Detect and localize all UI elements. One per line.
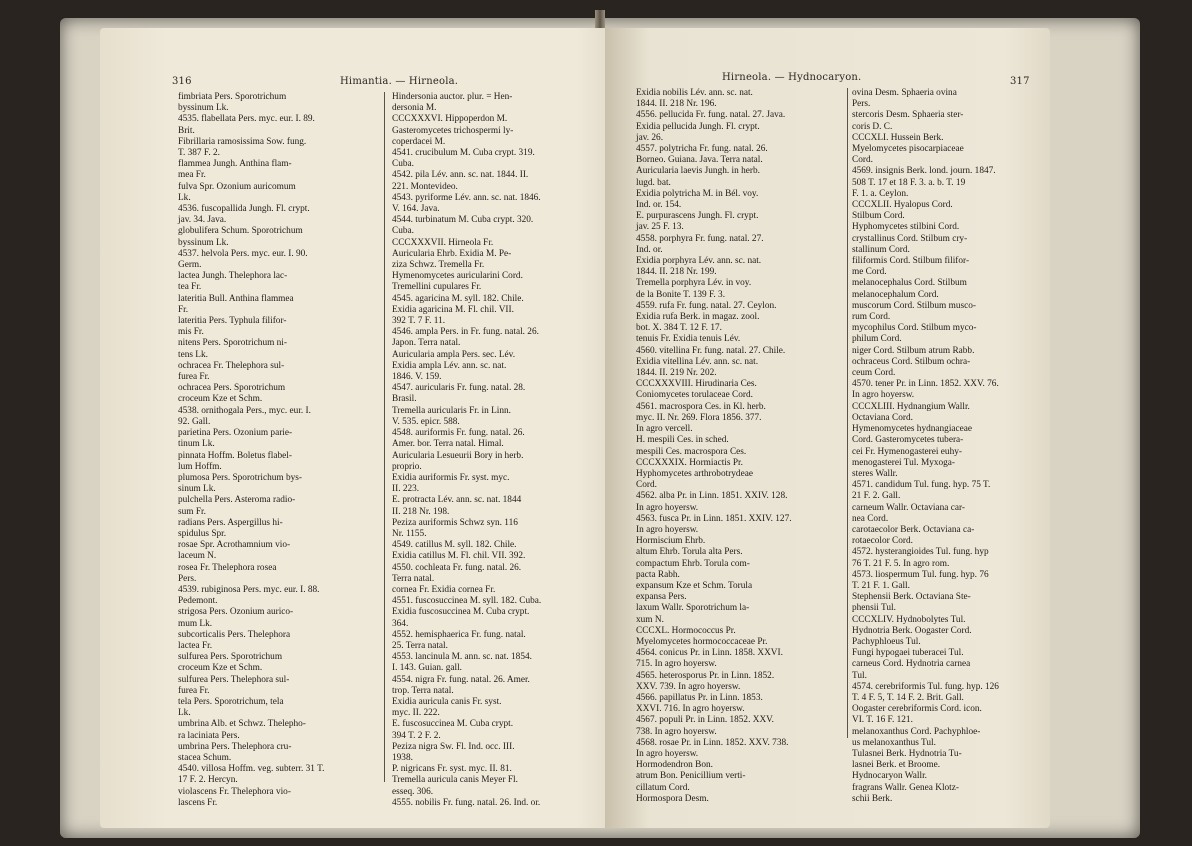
entry-line: parietina Pers. Ozonium parie- bbox=[178, 428, 293, 439]
entry-line: fragrans Wallr. Genea Klotz- bbox=[852, 782, 959, 793]
right-column-2 bbox=[852, 88, 1037, 804]
entry-line: lactea Fr. bbox=[178, 640, 213, 651]
entry-line: jav. 25 F. 13. bbox=[636, 222, 684, 233]
entry-line: Auricularia Ehrb. Exidia M. Pe- bbox=[392, 248, 512, 259]
entry-line: VI. T. 16 F. 121. bbox=[852, 715, 913, 726]
entry-line: us melanoxanthus Tul. bbox=[852, 737, 936, 748]
entry-line: 4569. insignis Berk. lond. journ. 1847. bbox=[852, 166, 996, 177]
entry-line: 4538. ornithogala Pers., myc. eur. I. bbox=[178, 405, 311, 416]
entry-line: Exidia fuscosuccinea M. Cuba crypt. bbox=[392, 607, 530, 618]
entry-line: 4570. tener Pr. in Linn. 1852. XXV. 76. bbox=[852, 379, 999, 390]
entry-line: Exidia auricula canis Fr. syst. bbox=[392, 696, 502, 707]
entry-line: 4560. vitellina Fr. fung. natal. 27. Chile. bbox=[636, 345, 786, 356]
entry-line: muscorum Cord. Stilbum musco- bbox=[852, 300, 976, 311]
entry-line: XXV. 739. In agro hoyersw. bbox=[636, 681, 741, 692]
entry-line: 4549. catillus M. syll. 182. Chile. bbox=[392, 540, 517, 551]
entry-line: E. protracta Lév. ann. sc. nat. 1844 bbox=[392, 495, 522, 506]
left-column-1 bbox=[178, 92, 378, 808]
entry-line: 4567. populi Pr. in Linn. 1852. XXV. bbox=[636, 715, 774, 726]
entry-line: 738. In agro hoyersw. bbox=[636, 726, 717, 737]
entry-line: Tremella auricularis Fr. in Linn. bbox=[392, 405, 511, 416]
entry-line: Coniomycetes torulaceae Cord. bbox=[636, 390, 753, 401]
entry-line: 715. In agro hoyersw. bbox=[636, 659, 717, 670]
entry-line: II. 223. bbox=[392, 484, 420, 495]
entry-line: Tremella auricula canis Meyer Fl. bbox=[392, 775, 518, 786]
entry-line: Borneo. Guiana. Java. Terra natal. bbox=[636, 155, 763, 166]
entry-line: Stephensii Berk. Octaviana Ste- bbox=[852, 592, 971, 603]
entry-line: Tremellini cupulares Fr. bbox=[392, 282, 482, 293]
entry-line: CCCXLI. Hussein Berk. bbox=[852, 132, 944, 143]
entry-line: plumosa Pers. Sporotrichum bys- bbox=[178, 472, 302, 483]
entry-line: 1844. II. 218 Nr. 199. bbox=[636, 267, 717, 278]
entry-line: Stilbum Cord. bbox=[852, 211, 905, 222]
entry-line: carneus Cord. Hydnotria carnea bbox=[852, 659, 971, 670]
entry-line: 4552. hemisphaerica Fr. fung. natal. bbox=[392, 629, 526, 640]
entry-line: jav. 26. bbox=[636, 132, 664, 143]
entry-line: de la Bonite T. 139 F. 3. bbox=[636, 289, 726, 300]
entry-line: 25. Terra natal. bbox=[392, 640, 448, 651]
entry-line: schii Berk. bbox=[852, 793, 893, 804]
entry-line: Fungi hypogaei tuberacei Tul. bbox=[852, 648, 964, 659]
entry-line: lugd. bat. bbox=[636, 177, 671, 188]
entry-line: Hormospora Desm. bbox=[636, 793, 709, 804]
entry-line: flammea Jungh. Anthina flam- bbox=[178, 159, 292, 170]
entry-line: mis Fr. bbox=[178, 327, 204, 338]
entry-line: 4545. agaricina M. syll. 182. Chile. bbox=[392, 293, 524, 304]
entry-line: cei Fr. Hymenogasterei euhy- bbox=[852, 446, 962, 457]
entry-line: Exidia pellucida Jungh. Fl. crypt. bbox=[636, 121, 760, 132]
entry-line: tela Pers. Sporotrichum, tela bbox=[178, 696, 284, 707]
entry-line: Cord. Gasteromycetes tubera- bbox=[852, 435, 964, 446]
entry-line: radians Pers. Aspergillus hi- bbox=[178, 517, 283, 528]
entry-line: spidulus Spr. bbox=[178, 528, 227, 539]
entry-line: Exidia nobilis Lév. ann. sc. nat. bbox=[636, 88, 753, 98]
entry-line: CCCXXXVII. Hirneola Fr. bbox=[392, 237, 494, 248]
entry-line: umbrina Alb. et Schwz. Thelepho- bbox=[178, 719, 306, 730]
entry-line: 4539. rubiginosa Pers. myc. eur. I. 88. bbox=[178, 584, 320, 595]
entry-line: Pedemont. bbox=[178, 596, 218, 607]
entry-line: 4566. papillatus Pr. in Linn. 1853. bbox=[636, 692, 763, 703]
entry-line: Exidia auriformis Fr. syst. myc. bbox=[392, 472, 510, 483]
entry-line: Tremella porphyra Lév. in voy. bbox=[636, 278, 752, 289]
entry-line: Hydnocaryon Wallr. bbox=[852, 771, 927, 782]
entry-line: 392 T. 7 F. 11. bbox=[392, 316, 446, 327]
entry-line: me Cord. bbox=[852, 267, 887, 278]
entry-line: Amer. bor. Terra natal. Himal. bbox=[392, 439, 504, 450]
entry-line: Myelomycetes pisocarpiaceae bbox=[852, 144, 964, 155]
entry-line: ochraceus Cord. Stilbum ochra- bbox=[852, 356, 971, 367]
entry-line: Pachyphloeus Tul. bbox=[852, 636, 921, 647]
entry-line: 4564. conicus Pr. in Linn. 1858. XXVI. bbox=[636, 648, 783, 659]
entry-line: expansa Pers. bbox=[636, 592, 687, 603]
entry-line: V. 535. epicr. 588. bbox=[392, 416, 460, 427]
right-running-head: Hirneola. — Hydnocaryon. bbox=[722, 72, 862, 83]
entry-line: 4574. cerebriformis Tul. fung. hyp. 126 bbox=[852, 681, 999, 692]
entry-line: Terra natal. bbox=[392, 573, 435, 584]
entry-line: Ind. or. bbox=[636, 244, 663, 255]
entry-line: 17 F. 2. Hercyn. bbox=[178, 775, 238, 786]
entry-line: Tulasnei Berk. Hydnotria Tu- bbox=[852, 748, 962, 759]
entry-line: stacea Schum. bbox=[178, 752, 232, 763]
entry-line: 4542. pila Lév. ann. sc. nat. 1844. II. bbox=[392, 170, 529, 181]
right-page-number: 317 bbox=[1010, 76, 1030, 87]
entry-line: lateritia Pers. Typhula filifor- bbox=[178, 316, 287, 327]
entry-line: CCCXLIV. Hydnobolytes Tul. bbox=[852, 614, 966, 625]
entry-line: Myelomycetes hormococcaceae Pr. bbox=[636, 636, 768, 647]
entry-line: Hormiscium Ehrb. bbox=[636, 536, 706, 547]
entry-line: sulfurea Pers. Sporotrichum bbox=[178, 652, 283, 663]
entry-line: Pers. bbox=[852, 99, 871, 110]
entry-line: croceum Kze et Schm. bbox=[178, 394, 263, 405]
entry-line: In agro hoyersw. bbox=[636, 502, 699, 513]
entry-line: trop. Terra natal. bbox=[392, 685, 454, 696]
entry-line: Exidia porphyra Lév. ann. sc. nat. bbox=[636, 256, 762, 267]
entry-line: furea Fr. bbox=[178, 372, 210, 383]
entry-line: 4555. nobilis Fr. fung. natal. 26. Ind. or. bbox=[392, 797, 541, 808]
entry-line: xum N. bbox=[636, 614, 664, 625]
entry-line: 4571. candidum Tul. fung. hyp. 75 T. bbox=[852, 480, 991, 491]
entry-line: carotaecolor Berk. Octaviana ca- bbox=[852, 524, 975, 535]
entry-line: Auricularia Lesueurii Bory in herb. bbox=[392, 450, 524, 461]
entry-line: Fibrillaria ramosissima Sow. fung. bbox=[178, 136, 307, 147]
entry-line: 4550. cochleata Fr. fung. natal. 26. bbox=[392, 562, 522, 573]
entry-line: Hindersonia auctor. plur. = Hen- bbox=[392, 92, 513, 102]
entry-line: pacta Rabh. bbox=[636, 569, 680, 580]
entry-line: stercoris Desm. Sphaeria ster- bbox=[852, 110, 964, 121]
entry-line: Hormodendron Bon. bbox=[636, 760, 713, 771]
entry-line: filiformis Cord. Stilbum filifor- bbox=[852, 256, 970, 267]
entry-line: 4547. auricularis Fr. fung. natal. 28. bbox=[392, 383, 526, 394]
entry-line: cornea Fr. Exidia cornea Fr. bbox=[392, 584, 496, 595]
entry-line: philum Cord. bbox=[852, 334, 902, 345]
entry-line: altum Ehrb. Torula alta Pers. bbox=[636, 547, 743, 558]
entry-line: fulva Spr. Ozonium auricomum bbox=[178, 181, 296, 192]
entry-line: cillatum Cord. bbox=[636, 782, 690, 793]
entry-line: E. purpurascens Jungh. Fl. crypt. bbox=[636, 211, 759, 222]
entry-line: sum Fr. bbox=[178, 506, 206, 517]
entry-line: byssinum Lk. bbox=[178, 103, 229, 114]
entry-line: II. 218 Nr. 198. bbox=[392, 506, 450, 517]
entry-line: violascens Fr. Thelephora vio- bbox=[178, 786, 291, 797]
entry-line: 364. bbox=[392, 618, 409, 629]
entry-line: ochracea Fr. Thelephora sul- bbox=[178, 360, 285, 371]
entry-line: strigosa Pers. Ozonium aurico- bbox=[178, 607, 294, 618]
entry-line: Exidia rufa Berk. in magaz. zool. bbox=[636, 312, 760, 323]
entry-line: 4561. macrospora Ces. in Kl. herb. bbox=[636, 401, 766, 412]
entry-line: jav. 34. Java. bbox=[178, 215, 227, 226]
entry-line: myc. II. 222. bbox=[392, 708, 440, 719]
entry-line: 4537. helvola Pers. myc. eur. I. 90. bbox=[178, 248, 308, 259]
entry-line: Hydnotria Berk. Oogaster Cord. bbox=[852, 625, 972, 636]
entry-line: CCCXLIII. Hydnangium Wallr. bbox=[852, 401, 970, 412]
entry-line: 4559. rufa Fr. fung. natal. 27. Ceylon. bbox=[636, 300, 777, 311]
entry-line: 4562. alba Pr. in Linn. 1851. XXIV. 128. bbox=[636, 491, 788, 502]
entry-line: pinnata Hoffm. Boletus flabel- bbox=[178, 450, 292, 461]
column-rule-right bbox=[847, 88, 848, 738]
column-rule-left bbox=[384, 92, 385, 782]
entry-line: Cord. bbox=[852, 155, 873, 166]
entry-line: In agro hoyersw. bbox=[852, 390, 915, 401]
entry-line: dersonia M. bbox=[392, 103, 437, 114]
entry-line: 4565. heterosporus Pr. in Linn. 1852. bbox=[636, 670, 775, 681]
entry-line: furea Fr. bbox=[178, 685, 210, 696]
entry-line: Hyphomycetes stilbini Cord. bbox=[852, 222, 960, 233]
entry-line: P. nigricans Fr. syst. myc. II. 81. bbox=[392, 764, 512, 775]
entry-line: expansum Kze et Schm. Torula bbox=[636, 580, 753, 591]
entry-line: ovina Desm. Sphaeria ovina bbox=[852, 88, 957, 98]
entry-line: coperdacei M. bbox=[392, 136, 446, 147]
entry-line: 394 T. 2 F. 2. bbox=[392, 730, 441, 741]
entry-line: byssinum Lk. bbox=[178, 237, 229, 248]
entry-line: Fr. bbox=[178, 304, 189, 315]
entry-line: Lk. bbox=[178, 708, 191, 719]
entry-line: 4553. lancinula M. ann. sc. nat. 1854. bbox=[392, 652, 532, 663]
entry-line: H. mespili Ces. in sched. bbox=[636, 435, 729, 446]
entry-line: 4544. turbinatum M. Cuba crypt. 320. bbox=[392, 215, 534, 226]
entry-line: melanoxanthus Cord. Pachyphloe- bbox=[852, 726, 981, 737]
entry-line: 4557. polytricha Fr. fung. natal. 26. bbox=[636, 144, 768, 155]
left-running-head: Himantia. — Hirneola. bbox=[340, 76, 459, 87]
entry-line: 508 T. 17 et 18 F. 3. a. b. T. 19 bbox=[852, 177, 966, 188]
entry-line: Gasteromycetes trichospermi ly- bbox=[392, 125, 514, 136]
entry-line: rosae Spr. Acrothamnium vio- bbox=[178, 540, 291, 551]
entry-line: Octaviana Cord. bbox=[852, 412, 913, 423]
entry-line: 4551. fuscosuccinea M. syll. 182. Cuba. bbox=[392, 596, 542, 607]
entry-line: 221. Montevideo. bbox=[392, 181, 458, 192]
entry-line: tea Fr. bbox=[178, 282, 202, 293]
entry-line: Brit. bbox=[178, 125, 195, 136]
entry-line: Hyphomycetes arthrobotrydeae bbox=[636, 468, 753, 479]
entry-line: CCCXXXVIII. Hirudinaria Ces. bbox=[636, 379, 757, 390]
entry-line: Exidia polytricha M. in Bél. voy. bbox=[636, 188, 759, 199]
entry-line: Cuba. bbox=[392, 226, 414, 237]
entry-line: Exidia catillus M. Fl. chil. VII. 392. bbox=[392, 551, 526, 562]
entry-line: mea Fr. bbox=[178, 170, 206, 181]
entry-line: 4572. hysterangioides Tul. fung. hyp bbox=[852, 547, 989, 558]
entry-line: laceum N. bbox=[178, 551, 217, 562]
entry-line: 4540. villosa Hoffm. veg. subterr. 31 T. bbox=[178, 764, 325, 775]
entry-line: T. 21 F. 1. Gall. bbox=[852, 580, 910, 591]
entry-line: melanocephalus Cord. Stilbum bbox=[852, 278, 967, 289]
entry-line: bot. X. 384 T. 12 F. 17. bbox=[636, 323, 722, 334]
entry-line: XXVI. 716. In agro hoyersw. bbox=[636, 704, 745, 715]
entry-line: In agro hoyersw. bbox=[636, 524, 699, 535]
entry-line: 1844. II. 218 Nr. 196. bbox=[636, 99, 717, 110]
entry-line: 4541. crucibulum M. Cuba crypt. 319. bbox=[392, 148, 535, 159]
entry-line: phensii Tul. bbox=[852, 603, 896, 614]
entry-line: tenuis Fr. Exidia tenuis Lév. bbox=[636, 334, 741, 345]
entry-line: ochracea Pers. Sporotrichum bbox=[178, 383, 286, 394]
entry-line: lum Hoffm. bbox=[178, 461, 222, 472]
entry-line: mycophilus Cord. Stilbum myco- bbox=[852, 323, 977, 334]
entry-line: Oogaster cerebriformis Cord. icon. bbox=[852, 704, 982, 715]
entry-line: 4554. nigra Fr. fung. natal. 26. Amer. bbox=[392, 674, 530, 685]
entry-line: Brasil. bbox=[392, 394, 417, 405]
entry-line: ceum Cord. bbox=[852, 368, 896, 379]
entry-line: CCCXL. Hormococcus Pr. bbox=[636, 625, 736, 636]
entry-line: 4573. liospermum Tul. fung. hyp. 76 bbox=[852, 569, 989, 580]
entry-line: myc. II. Nr. 269. Flora 1856. 377. bbox=[636, 412, 762, 423]
entry-line: T. 387 F. 2. bbox=[178, 148, 220, 159]
entry-line: CCCXLII. Hyalopus Cord. bbox=[852, 200, 953, 211]
entry-line: Japon. Terra natal. bbox=[392, 338, 461, 349]
entry-line: Ind. or. 154. bbox=[636, 200, 682, 211]
entry-line: 4568. rosae Pr. in Linn. 1852. XXV. 738. bbox=[636, 737, 789, 748]
entry-line: 92. Gall. bbox=[178, 416, 211, 427]
entry-line: melanocephalum Cord. bbox=[852, 289, 939, 300]
entry-line: Pers. bbox=[178, 573, 197, 584]
entry-line: atrum Bon. Penicillium verti- bbox=[636, 771, 746, 782]
entry-line: rotaecolor Cord. bbox=[852, 536, 913, 547]
entry-line: Auricularia laevis Jungh. in herb. bbox=[636, 166, 760, 177]
entry-line: Exidia vitellina Lév. ann. sc. nat. bbox=[636, 356, 759, 367]
entry-line: F. 1. a. Ceylon. bbox=[852, 188, 909, 199]
entry-line: Peziza auriformis Schwz syn. 116 bbox=[392, 517, 518, 528]
entry-line: Nr. 1155. bbox=[392, 528, 427, 539]
entry-line: Peziza nigra Sw. Fl. Ind. occ. III. bbox=[392, 741, 515, 752]
entry-line: compactum Ehrb. Torula com- bbox=[636, 558, 750, 569]
left-column-2 bbox=[392, 92, 592, 808]
entry-line: 4556. pellucida Fr. fung. natal. 27. Java. bbox=[636, 110, 786, 121]
entry-line: sulfurea Pers. Thelephora sul- bbox=[178, 674, 290, 685]
entry-line: proprio. bbox=[392, 461, 422, 472]
entry-line: 4543. pyriforme Lév. ann. sc. nat. 1846. bbox=[392, 192, 541, 203]
entry-line: menogasterei Tul. Myxoga- bbox=[852, 457, 956, 468]
entry-line: mum Lk. bbox=[178, 618, 213, 629]
entry-line: Cuba. bbox=[392, 159, 414, 170]
entry-line: niger Cord. Stilbum atrum Rabb. bbox=[852, 345, 975, 356]
entry-line: esseq. 306. bbox=[392, 786, 434, 797]
entry-line: lactea Jungh. Thelephora lac- bbox=[178, 271, 288, 282]
entry-line: Cord. bbox=[636, 480, 657, 491]
entry-line: 4558. porphyra Fr. fung. natal. 27. bbox=[636, 233, 764, 244]
entry-line: ra laciniata Pers. bbox=[178, 730, 240, 741]
entry-line: steres Wallr. bbox=[852, 468, 898, 479]
entry-line: laxum Wallr. Sporotrichum la- bbox=[636, 603, 750, 614]
entry-line: 1844. II. 219 Nr. 202. bbox=[636, 368, 717, 379]
entry-line: stallinum Cord. bbox=[852, 244, 910, 255]
entry-line: In agro hoyersw. bbox=[636, 748, 699, 759]
entry-line: T. 4 F. 5, T. 14 F. 2. Brit. Gall. bbox=[852, 692, 964, 703]
entry-line: Hymenomycetes hydnangiaceae bbox=[852, 424, 973, 435]
entry-line: rosea Fr. Thelephora rosea bbox=[178, 562, 277, 573]
entry-line: 1938. bbox=[392, 752, 413, 763]
entry-line: CCCXXXIX. Hormiactis Pr. bbox=[636, 457, 743, 468]
entry-line: rum Cord. bbox=[852, 312, 891, 323]
entry-line: coris D. C. bbox=[852, 121, 893, 132]
entry-line: 4536. fuscopallida Jungh. Fl. crypt. bbox=[178, 204, 310, 215]
entry-line: Auricularia ampla Pers. sec. Lév. bbox=[392, 349, 516, 360]
left-page-number: 316 bbox=[172, 76, 192, 87]
entry-line: croceum Kze et Schm. bbox=[178, 663, 263, 674]
entry-line: fimbriata Pers. Sporotrichum bbox=[178, 92, 287, 102]
entry-line: Exidia agaricina M. Fl. chil. VII. bbox=[392, 304, 514, 315]
entry-line: tens Lk. bbox=[178, 349, 208, 360]
entry-line: nitens Pers. Sporotrichum ni- bbox=[178, 338, 287, 349]
entry-line: lasnei Berk. et Broome. bbox=[852, 760, 941, 771]
entry-line: 4535. flabellata Pers. myc. eur. I. 89. bbox=[178, 114, 315, 125]
entry-line: 4546. ampla Pers. in Fr. fung. natal. 26. bbox=[392, 327, 539, 338]
entry-line: 76 T. 21 F. 5. In agro rom. bbox=[852, 558, 950, 569]
entry-line: 4563. fusca Pr. in Linn. 1851. XXIV. 127. bbox=[636, 513, 792, 524]
entry-line: sinum Lk. bbox=[178, 484, 216, 495]
entry-line: lascens Fr. bbox=[178, 797, 218, 808]
entry-line: Exidia ampla Lév. ann. sc. nat. bbox=[392, 360, 507, 371]
entry-line: lateritia Bull. Anthina flammea bbox=[178, 293, 294, 304]
entry-line: tinum Lk. bbox=[178, 439, 215, 450]
entry-line: 4548. auriformis Fr. fung. natal. 26. bbox=[392, 428, 525, 439]
right-column-1 bbox=[636, 88, 841, 804]
entry-line: ziza Schwz. Tremella Fr. bbox=[392, 260, 485, 271]
entry-line: Hymenomycetes auricularini Cord. bbox=[392, 271, 523, 282]
entry-line: globulifera Schum. Sporotrichum bbox=[178, 226, 303, 237]
entry-line: 1846. V. 159. bbox=[392, 372, 442, 383]
entry-line: umbrina Pers. Thelephora cru- bbox=[178, 741, 292, 752]
entry-line: Lk. bbox=[178, 192, 191, 203]
entry-line: Tul. bbox=[852, 670, 867, 681]
entry-line: crystallinus Cord. Stilbum cry- bbox=[852, 233, 968, 244]
entry-line: I. 143. Guian. gall. bbox=[392, 663, 462, 674]
entry-line: mespili Ces. macrospora Ces. bbox=[636, 446, 747, 457]
entry-line: In agro vercell. bbox=[636, 424, 693, 435]
entry-line: 21 F. 2. Gall. bbox=[852, 491, 901, 502]
entry-line: carneum Wallr. Octaviana car- bbox=[852, 502, 965, 513]
entry-line: CCCXXXVI. Hippoperdon M. bbox=[392, 114, 508, 125]
entry-line: Germ. bbox=[178, 260, 202, 271]
entry-line: E. fuscosuccinea M. Cuba crypt. bbox=[392, 719, 514, 730]
entry-line: pulchella Pers. Asteroma radio- bbox=[178, 495, 296, 506]
entry-line: subcorticalis Pers. Thelephora bbox=[178, 629, 291, 640]
entry-line: V. 164. Java. bbox=[392, 204, 440, 215]
entry-line: nea Cord. bbox=[852, 513, 889, 524]
